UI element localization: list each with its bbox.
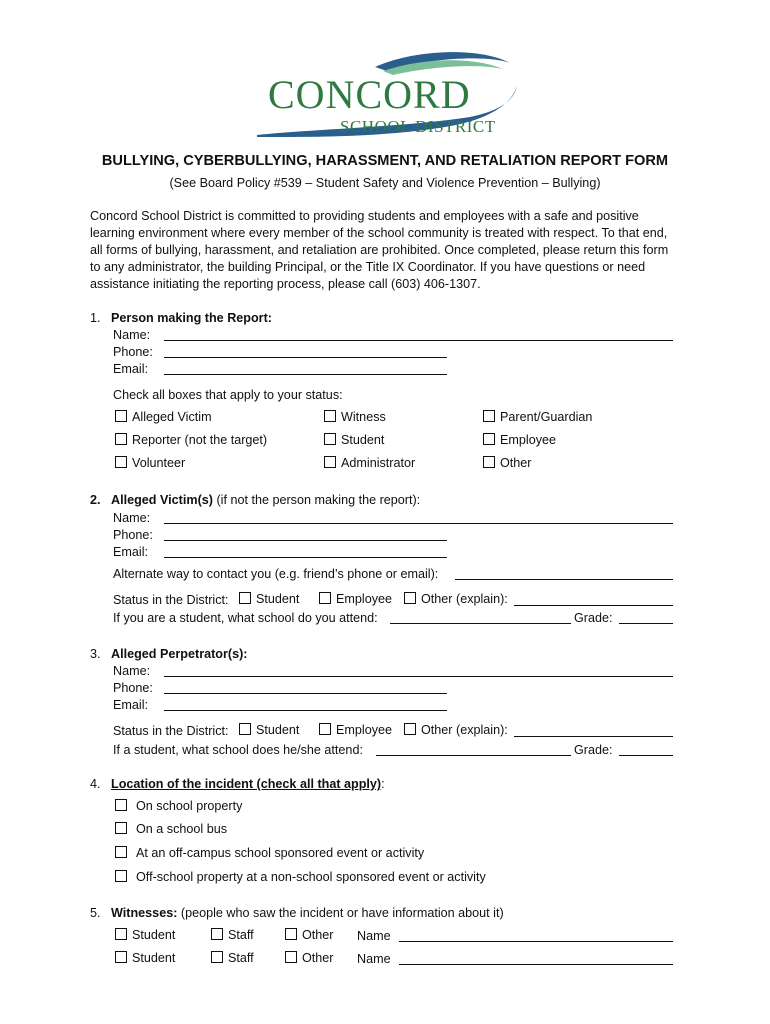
location-off-school-property[interactable]: [115, 870, 486, 885]
victim-status-label: Status in the District:: [113, 593, 229, 607]
section-number: 1.: [90, 311, 101, 325]
checkbox-label: At an off-campus school sponsored event or activity: [136, 846, 425, 860]
checkbox-witness[interactable]: [324, 410, 386, 425]
checkbox-label: Administrator: [341, 456, 416, 470]
reporter-name-field[interactable]: [164, 329, 673, 341]
checkbox-icon[interactable]: [239, 723, 251, 735]
perpetrator-phone-label: Phone:: [113, 681, 153, 695]
checkbox-icon[interactable]: [404, 592, 416, 604]
witness2-student[interactable]: [115, 951, 175, 966]
victim-other-explain-field[interactable]: [514, 594, 673, 606]
checkbox-icon[interactable]: [285, 951, 297, 963]
checkbox-icon[interactable]: [115, 799, 127, 811]
perpetrator-status-employee[interactable]: [319, 723, 392, 738]
checkbox-icon[interactable]: [319, 723, 331, 735]
checkbox-icon[interactable]: [319, 592, 331, 604]
reporter-name-label: Name:: [113, 328, 151, 342]
checkbox-icon[interactable]: [211, 951, 223, 963]
checkbox-icon[interactable]: [115, 410, 127, 422]
checkbox-reporter[interactable]: [115, 433, 267, 448]
location-school-bus[interactable]: [115, 822, 227, 837]
checkbox-icon[interactable]: [239, 592, 251, 604]
victim-school-field[interactable]: [390, 612, 571, 624]
victim-name-field[interactable]: [164, 512, 673, 524]
form-subtitle: (See Board Policy #539 – Student Safety and Violence Prevention – Bullying): [169, 176, 601, 190]
section4-heading: [90, 777, 385, 792]
victim-phone-field[interactable]: [164, 529, 447, 541]
checkbox-label: Staff: [228, 951, 254, 965]
reporter-phone-label: Phone:: [113, 345, 153, 359]
perpetrator-name-field[interactable]: [164, 665, 673, 677]
checkbox-other[interactable]: [483, 456, 532, 471]
checkbox-label: Parent/Guardian: [500, 410, 593, 424]
section-number: 4.: [90, 777, 101, 791]
reporter-email-field[interactable]: [164, 363, 447, 375]
section-number: 3.: [90, 647, 101, 661]
section1-heading: [90, 311, 272, 326]
checkbox-label: Staff: [228, 928, 254, 942]
victim-email-field[interactable]: [164, 546, 447, 558]
checkbox-icon[interactable]: [115, 951, 127, 963]
checkbox-label: On school property: [136, 799, 243, 813]
alternate-contact-field[interactable]: [455, 568, 673, 580]
victim-phone-label: Phone:: [113, 528, 153, 542]
checkbox-label: Other (explain):: [421, 723, 508, 737]
logo-brand-text: CONCORD: [268, 72, 471, 117]
checkbox-label: Other: [302, 928, 334, 942]
intro-paragraph: [90, 208, 675, 293]
perpetrator-status-other[interactable]: [404, 723, 508, 738]
victim-status-employee[interactable]: [319, 592, 392, 607]
perpetrator-school-field[interactable]: [376, 744, 571, 756]
checkbox-label: Student: [132, 928, 176, 942]
section5-heading: [90, 906, 504, 921]
checkbox-icon[interactable]: [483, 410, 495, 422]
checkbox-alleged-victim[interactable]: [115, 410, 212, 425]
perpetrator-grade-label: Grade:: [574, 743, 613, 757]
checkbox-icon[interactable]: [115, 822, 127, 834]
section-title: Witnesses:: [111, 906, 178, 920]
victim-status-student[interactable]: [239, 592, 299, 607]
perpetrator-grade-field[interactable]: [619, 744, 673, 756]
perpetrator-phone-field[interactable]: [164, 682, 447, 694]
checkbox-label: Other: [302, 951, 334, 965]
intro-text: Concord School District is committed to providing students and employees with a safe and positive learning environment where every member of the school community is treated with respect. To that end, all forms of bullying, harassment, and retaliation are prohibited. Once completed, please return this form to any administrator, the building Principal, or the Title IX Coordinator. If you have questions or need assistance initiating the reporting process, please call (603) 406-1307.: [90, 209, 669, 291]
district-logo: [255, 45, 525, 150]
reporter-email-label: Email:: [113, 362, 148, 376]
witness1-student[interactable]: [115, 928, 175, 943]
perpetrator-school-label: If a student, what school does he/she attend:: [113, 743, 363, 757]
section-title: Alleged Perpetrator(s):: [111, 647, 248, 661]
checkbox-icon[interactable]: [211, 928, 223, 940]
checkbox-label: On a school bus: [136, 822, 228, 836]
witness1-other[interactable]: [285, 928, 334, 943]
section-number: 5.: [90, 906, 101, 920]
victim-email-label: Email:: [113, 545, 148, 559]
section-title-note: (if not the person making the report):: [212, 493, 421, 507]
location-school-property[interactable]: [115, 799, 242, 814]
perpetrator-email-label: Email:: [113, 698, 148, 712]
checkbox-icon[interactable]: [324, 456, 336, 468]
section-title: Alleged Victim(s): [111, 493, 213, 507]
location-off-campus-event[interactable]: [115, 846, 424, 861]
checkbox-label: Employee: [336, 592, 393, 606]
section-title: Person making the Report:: [111, 311, 272, 325]
witness1-name-field[interactable]: [399, 930, 673, 942]
victim-grade-label: Grade:: [574, 611, 613, 625]
perpetrator-status-label: Status in the District:: [113, 724, 229, 738]
checkbox-icon[interactable]: [115, 846, 127, 858]
section-title-suffix: :: [381, 777, 385, 791]
victim-school-label: If you are a student, what school do you attend:: [113, 611, 378, 625]
checkbox-label: Other: [500, 456, 532, 470]
checkbox-icon[interactable]: [115, 870, 127, 882]
checkbox-icon[interactable]: [115, 456, 127, 468]
checkbox-label: Alleged Victim: [132, 410, 212, 424]
checkbox-icon[interactable]: [324, 410, 336, 422]
victim-status-other[interactable]: [404, 592, 508, 607]
alternate-contact-label: Alternate way to contact you (e.g. friend’s phone or email):: [113, 567, 439, 581]
perpetrator-name-label: Name:: [113, 664, 151, 678]
checkbox-student[interactable]: [324, 433, 384, 448]
checkbox-icon[interactable]: [324, 433, 336, 445]
victim-name-label: Name:: [113, 511, 151, 525]
checkbox-employee[interactable]: [483, 433, 556, 448]
reporter-phone-field[interactable]: [164, 346, 447, 358]
checkbox-icon[interactable]: [483, 456, 495, 468]
perpetrator-email-field[interactable]: [164, 699, 447, 711]
checkbox-icon[interactable]: [404, 723, 416, 735]
checkbox-label: Student: [341, 433, 385, 447]
section-title: Location of the incident (check all that apply): [111, 777, 382, 791]
checkbox-administrator[interactable]: [324, 456, 415, 471]
perpetrator-status-student[interactable]: [239, 723, 299, 738]
checkbox-label: Employee: [336, 723, 393, 737]
checkbox-icon[interactable]: [115, 433, 127, 445]
victim-grade-field[interactable]: [619, 612, 673, 624]
checkbox-label: Student: [256, 723, 300, 737]
checkbox-label: Student: [132, 951, 176, 965]
perpetrator-other-explain-field[interactable]: [514, 725, 673, 737]
checkbox-label: Reporter (not the target): [132, 433, 268, 447]
checkbox-icon[interactable]: [115, 928, 127, 940]
witness1-name-label: Name: [357, 929, 391, 943]
checkbox-parent-guardian[interactable]: [483, 410, 592, 425]
status-check-prompt: Check all boxes that apply to your status:: [113, 388, 343, 402]
section3-heading: [90, 647, 247, 662]
section-number: 2.: [90, 493, 101, 507]
witness2-name-field[interactable]: [399, 953, 673, 965]
checkbox-label: Witness: [341, 410, 386, 424]
checkbox-volunteer[interactable]: [115, 456, 185, 471]
checkbox-label: Off-school property at a non-school sponsored event or activity: [136, 870, 486, 884]
checkbox-label: Other (explain):: [421, 592, 508, 606]
witness2-staff[interactable]: [211, 951, 254, 966]
checkbox-label: Student: [256, 592, 300, 606]
checkbox-label: Employee: [500, 433, 557, 447]
checkbox-label: Volunteer: [132, 456, 186, 470]
checkbox-icon[interactable]: [483, 433, 495, 445]
witness2-other[interactable]: [285, 951, 334, 966]
witness2-name-label: Name: [357, 952, 391, 966]
form-title: BULLYING, CYBERBULLYING, HARASSMENT, AND RETALIATION REPORT FORM: [101, 153, 669, 169]
witness1-staff[interactable]: [211, 928, 254, 943]
section-title-note: (people who saw the incident or have information about it): [177, 906, 504, 920]
logo-subtitle-text: SCHOOL DISTRICT: [340, 117, 496, 136]
checkbox-icon[interactable]: [285, 928, 297, 940]
section2-heading: [90, 493, 420, 508]
